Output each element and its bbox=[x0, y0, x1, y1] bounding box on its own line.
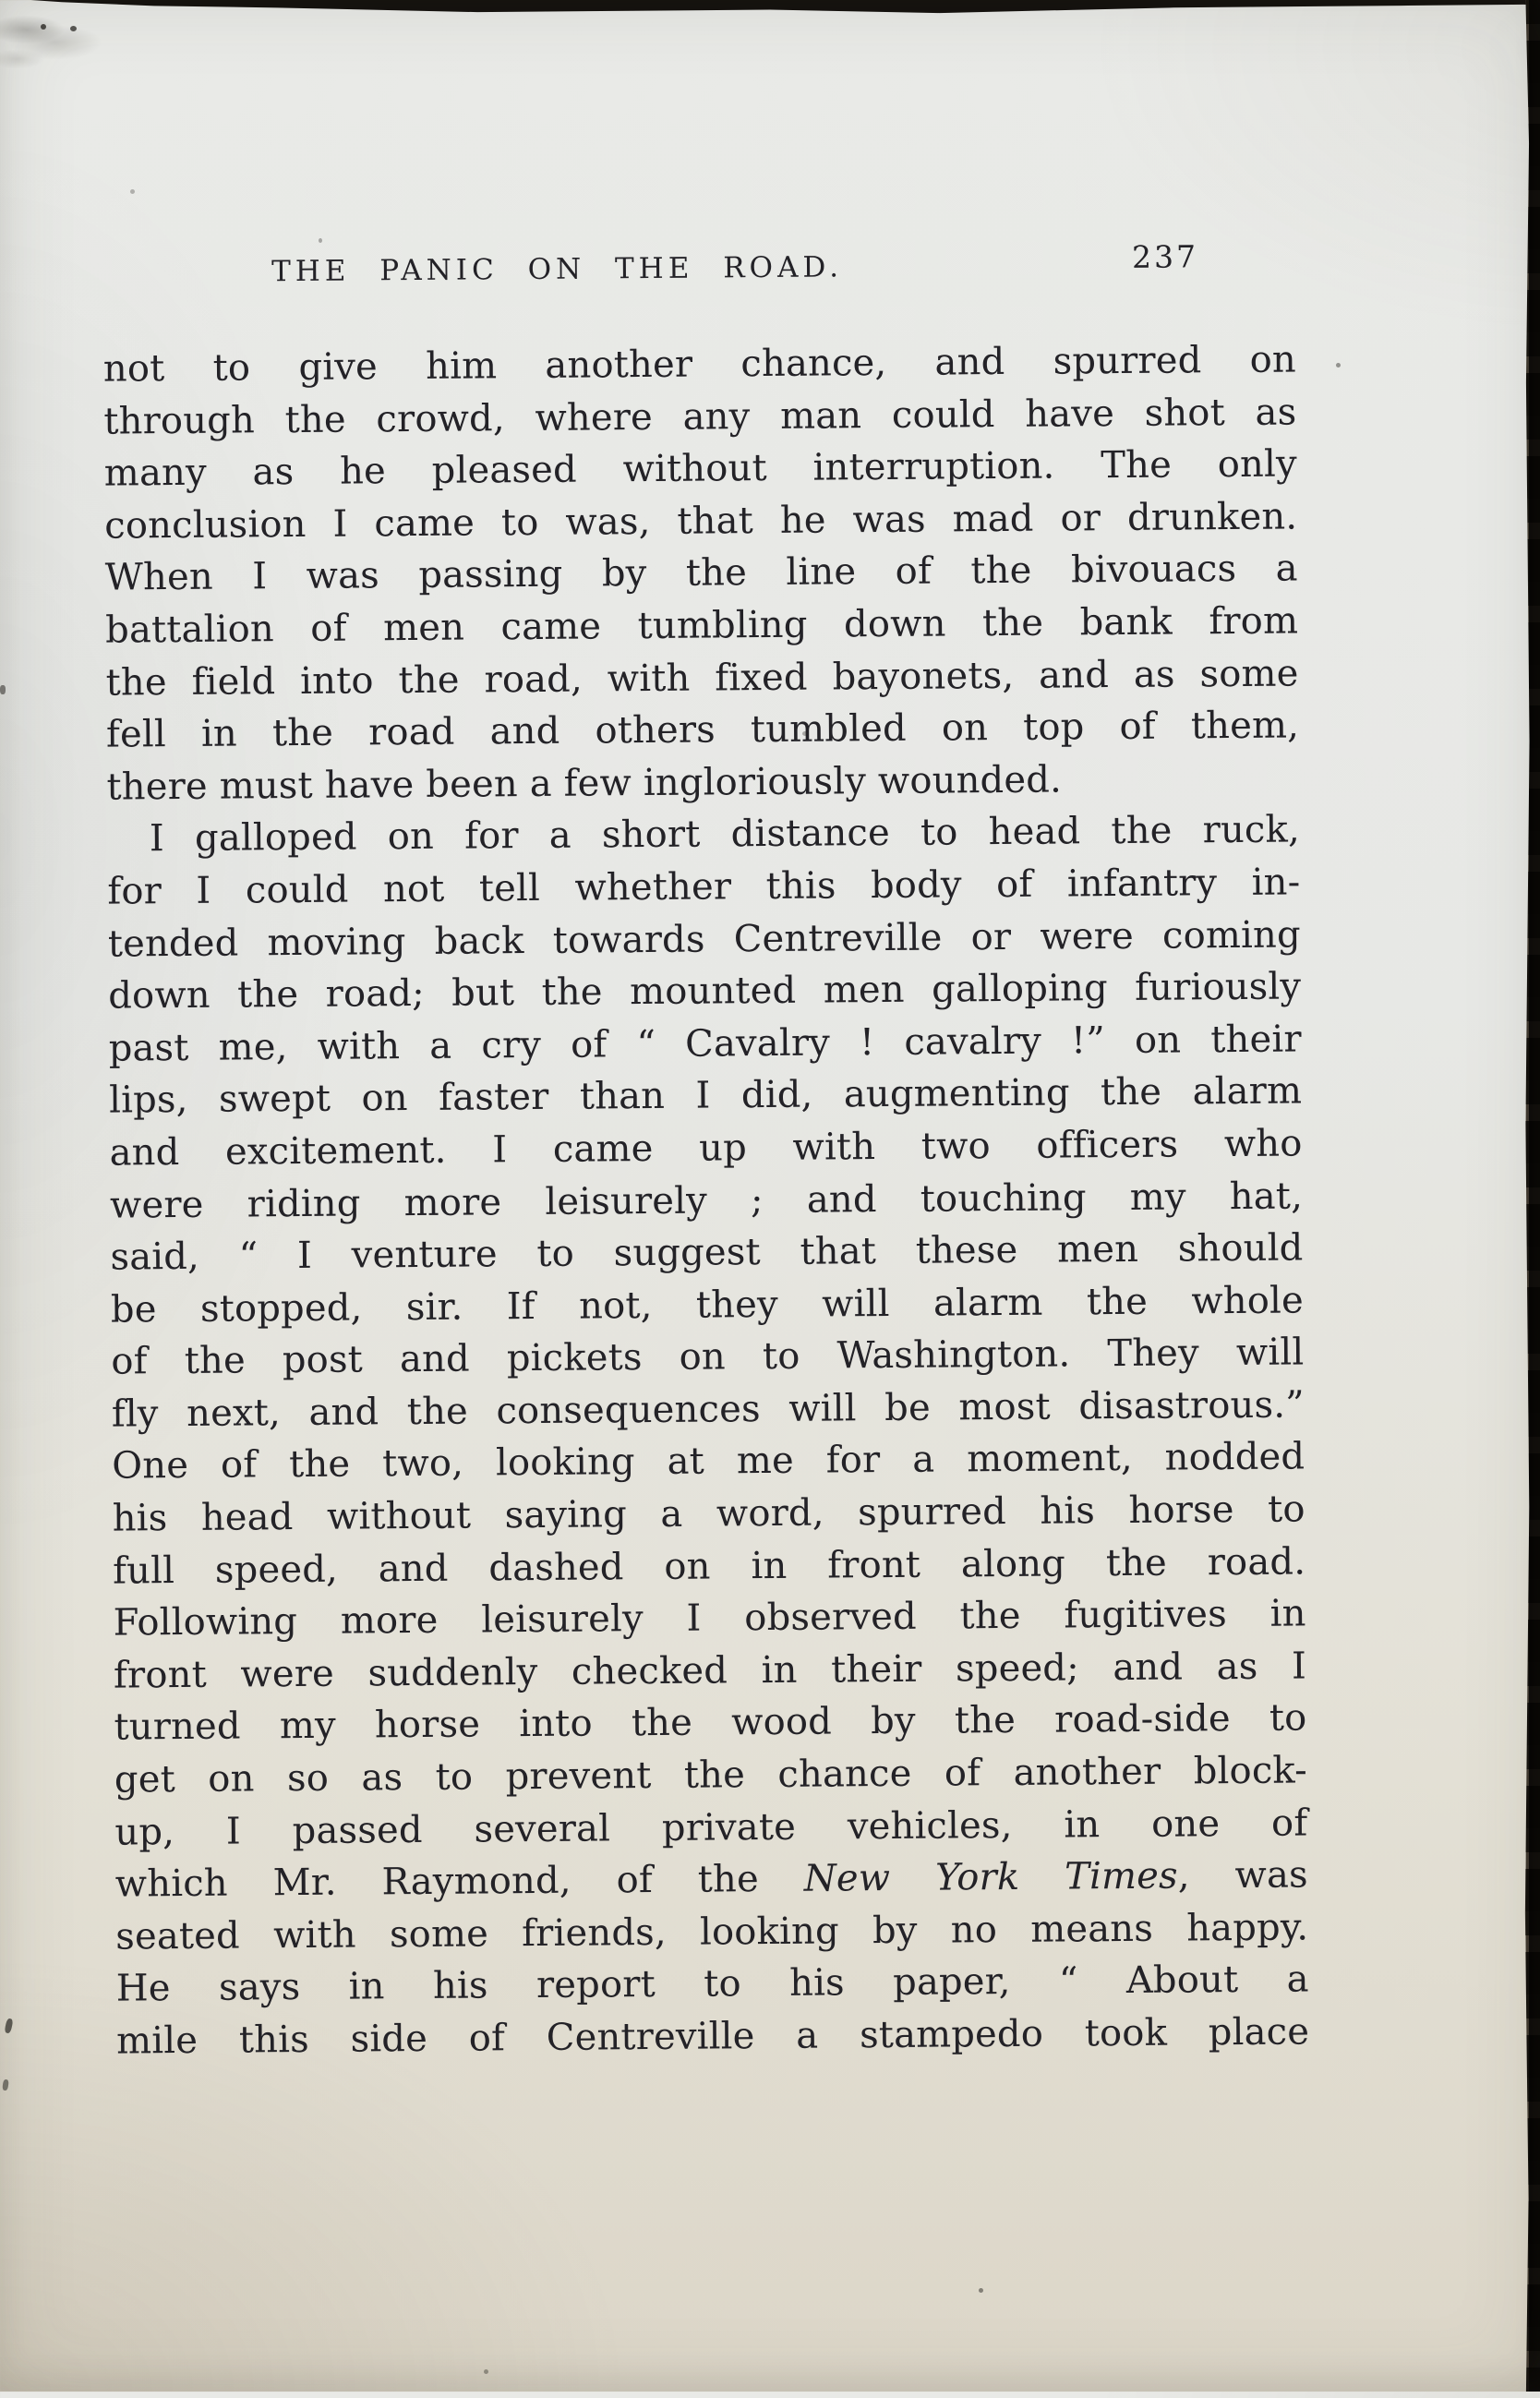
text-line: of the post and pickets on to Washington. They will bbox=[111, 1331, 1305, 1383]
scan-speck bbox=[1336, 363, 1341, 368]
text-line: which Mr. Raymond, of the New York Times, was bbox=[114, 1853, 1308, 1906]
running-title: THE PANIC ON THE ROAD. bbox=[271, 250, 844, 289]
text-line: down the road; but the mounted men galloping furiously bbox=[108, 965, 1302, 1018]
text-line: I galloped on for a short distance to head the ruck, bbox=[149, 808, 1301, 861]
scan-speck bbox=[70, 26, 77, 31]
text-line: battalion of men came tumbling down the bank from bbox=[104, 599, 1299, 652]
corner-smudge bbox=[0, 6, 138, 83]
text-line: for I could not tell whether this body of infantry in- bbox=[107, 861, 1301, 913]
text-line: were riding more leisurely ; and touching my hat, bbox=[109, 1174, 1304, 1227]
text-line: said, “ I venture to suggest that these men should bbox=[110, 1226, 1304, 1279]
text-line: seated with some friends, looking by no means happy. bbox=[115, 1906, 1309, 1958]
text-line: fly next, and the consequences will be most disastrous.” bbox=[111, 1383, 1305, 1436]
scan-speck bbox=[484, 2369, 488, 2374]
text-line: the field into the road, with fixed bayonets, and as some bbox=[105, 652, 1299, 705]
text-line: mile this side of Centreville a stampedo took place bbox=[115, 2010, 1310, 2063]
text-line: there must have been a few ingloriously wounded. bbox=[106, 758, 1063, 809]
text-line: many as he pleased without interruption. The only bbox=[103, 442, 1297, 495]
scan-speck bbox=[802, 731, 808, 736]
text-line: get on so as to prevent the chance of another block- bbox=[114, 1749, 1308, 1802]
text-line: Following more leisurely I observed the fugitives in bbox=[113, 1592, 1306, 1645]
text-line: fell in the road and others tumbled on top of them, bbox=[105, 704, 1300, 756]
text-line: past me, with a cry of “ Cavalry ! cavalry !” on their bbox=[108, 1018, 1302, 1070]
text-line: tended moving back towards Centreville or were coming bbox=[107, 913, 1301, 966]
text-line: not to give him another chance, and spurred on bbox=[102, 338, 1297, 391]
text-line: When I was passing by the line of the bivouacs a bbox=[104, 547, 1298, 600]
text-line: front were suddenly checked in their speed; and as I bbox=[113, 1645, 1307, 1697]
page-number: 237 bbox=[1131, 238, 1199, 275]
text-line: One of the two, looking at me for a moment, nodded bbox=[112, 1435, 1305, 1488]
text-line: turned my horse into the wood by the road-side to bbox=[114, 1696, 1307, 1750]
text-line: conclusion I came to was, that he was mad or drunken. bbox=[104, 495, 1298, 548]
text-line: and excitement. I came up with two officers who bbox=[109, 1122, 1303, 1175]
scan-speck bbox=[979, 2288, 983, 2293]
text-line: be stopped, sir. If not, they will alarm the whole bbox=[110, 1279, 1305, 1332]
text-line: his head without saying a word, spurred his horse to bbox=[112, 1488, 1305, 1540]
text-line: He says in his report to his paper, “ About a bbox=[115, 1958, 1309, 2010]
scan-speck bbox=[319, 238, 322, 243]
scan-speck bbox=[130, 189, 135, 194]
text-line: through the crowd, where any man could have shot as bbox=[103, 391, 1297, 443]
scan-speck bbox=[0, 685, 6, 694]
text-line: lips, swept on faster than I did, augmenting the alarm bbox=[108, 1069, 1303, 1122]
text-line: full speed, and dashed on in front along the road. bbox=[112, 1540, 1306, 1593]
text-line: up, I passed several private vehicles, in one of bbox=[114, 1802, 1308, 1854]
scan-speck bbox=[41, 24, 46, 30]
body-text bbox=[103, 333, 1310, 2067]
